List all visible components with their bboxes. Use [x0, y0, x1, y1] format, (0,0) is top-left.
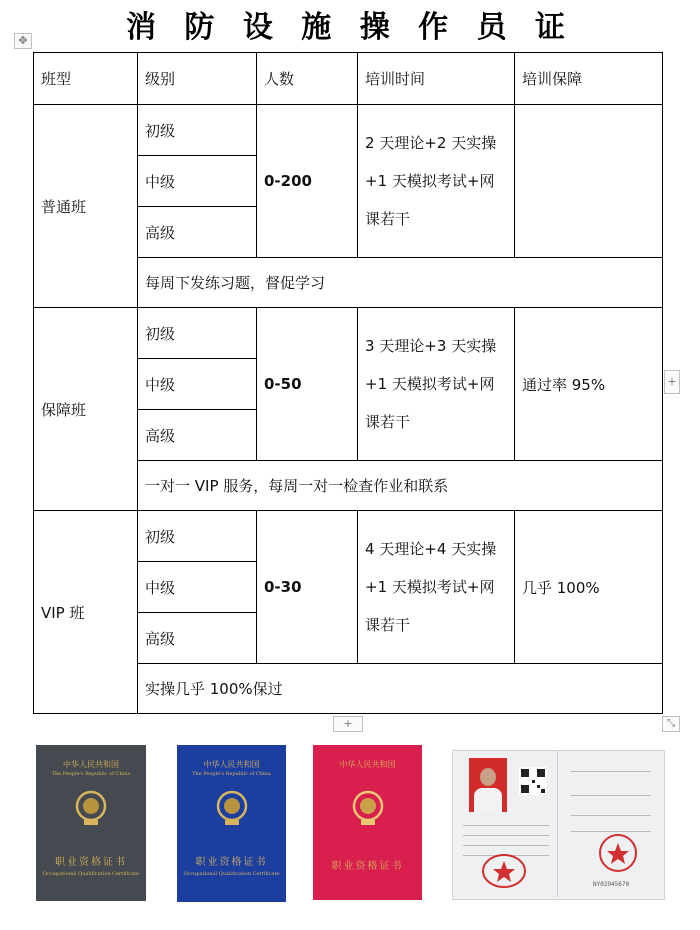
- certificate-serial-number: NY02945670: [593, 881, 630, 888]
- count-cell: 0-30: [257, 511, 358, 664]
- plus-icon: +: [667, 375, 677, 388]
- level-cell: 初级: [138, 511, 257, 562]
- training-cell: [358, 105, 515, 258]
- move-icon: ✥: [18, 34, 28, 47]
- cover-country-cn: 中华人民共和国: [203, 760, 260, 769]
- cover-country-en: The People's Republic of China: [51, 771, 131, 777]
- guarantee-cell: 通过率 95%: [515, 308, 663, 461]
- cover-title-en: Occupational Qualification Certificate: [42, 871, 140, 877]
- cover-title-cn: 职业资格证书: [195, 857, 268, 868]
- training-line: 课若干: [365, 210, 411, 228]
- cover-country-cn: 中华人民共和国: [63, 760, 119, 769]
- table-header-row: [34, 53, 663, 105]
- certificate-cover-red: [313, 745, 422, 900]
- training-line: 2 天理论+2 天实操: [365, 134, 497, 152]
- certificate-cover-blue: [177, 745, 286, 902]
- certificate-open-page: [452, 750, 665, 900]
- training-line: +1 天模拟考试+网: [365, 578, 495, 596]
- header-cell-training: 培训时间: [358, 53, 515, 105]
- cover-country-cn: 中华人民共和国: [339, 760, 396, 769]
- level-cell: 高级: [138, 207, 257, 258]
- level-cell: 中级: [138, 156, 257, 207]
- certificate-gallery: [0, 745, 700, 905]
- resize-icon: ⤡: [667, 718, 675, 729]
- note-cell: 每周下发练习题，督促学习: [138, 258, 663, 308]
- red-seal-stamp-icon: [481, 853, 527, 889]
- count-cell: 0-200: [257, 105, 358, 258]
- table-row: [34, 308, 663, 359]
- cover-title-cn: 职业资格证书: [55, 857, 127, 868]
- header-cell-level: 级别: [138, 53, 257, 105]
- national-emblem-icon: [75, 789, 107, 827]
- table-move-handle[interactable]: [14, 33, 32, 49]
- cover-country-en: The People's Republic of China: [192, 771, 271, 777]
- add-row-button[interactable]: [664, 370, 680, 394]
- cover-title-cn: 职业资格证书: [331, 861, 404, 872]
- training-cell: [358, 511, 515, 664]
- training-line: 4 天理论+4 天实操: [365, 540, 497, 558]
- class-name-cell: 保障班: [34, 308, 138, 511]
- certificate-cover-gray: [36, 745, 146, 901]
- national-emblem-icon: [352, 789, 384, 827]
- level-cell: 初级: [138, 308, 257, 359]
- cover-title-en: Occupational Qualification Certificate: [183, 871, 280, 877]
- training-line: +1 天模拟考试+网: [365, 375, 495, 393]
- header-cell-guarantee: 培训保障: [515, 53, 663, 105]
- header-cell-count: 人数: [257, 53, 358, 105]
- guarantee-cell: [515, 105, 663, 258]
- level-cell: 高级: [138, 410, 257, 461]
- guarantee-cell: 几乎 100%: [515, 511, 663, 664]
- level-cell: 中级: [138, 359, 257, 410]
- training-line: 3 天理论+3 天实操: [365, 337, 497, 355]
- table-resize-handle[interactable]: [662, 716, 680, 732]
- plus-icon: +: [343, 717, 353, 730]
- training-line: 课若干: [365, 413, 411, 431]
- qr-code-icon: [519, 767, 547, 795]
- level-cell: 高级: [138, 613, 257, 664]
- table-row: [34, 105, 663, 156]
- page-title: 消 防 设 施 操 作 员 证: [125, 10, 575, 45]
- national-emblem-icon: [216, 789, 248, 827]
- level-cell: 中级: [138, 562, 257, 613]
- training-line: 课若干: [365, 616, 411, 634]
- training-cell: [358, 308, 515, 461]
- note-cell: 实操几乎 100%保过: [138, 664, 663, 714]
- class-name-cell: VIP 班: [34, 511, 138, 714]
- table-row: [34, 511, 663, 562]
- page-fold-divider: [557, 751, 558, 897]
- header-cell-class: 班型: [34, 53, 138, 105]
- training-line: +1 天模拟考试+网: [365, 172, 495, 190]
- class-name-cell: 普通班: [34, 105, 138, 308]
- note-cell: 一对一 VIP 服务，每周一对一检查作业和联系: [138, 461, 663, 511]
- level-cell: 初级: [138, 105, 257, 156]
- count-cell: 0-50: [257, 308, 358, 461]
- add-column-button[interactable]: [333, 716, 363, 732]
- id-photo: [469, 758, 507, 812]
- course-table: [33, 52, 663, 714]
- red-seal-stamp-icon: [593, 833, 643, 873]
